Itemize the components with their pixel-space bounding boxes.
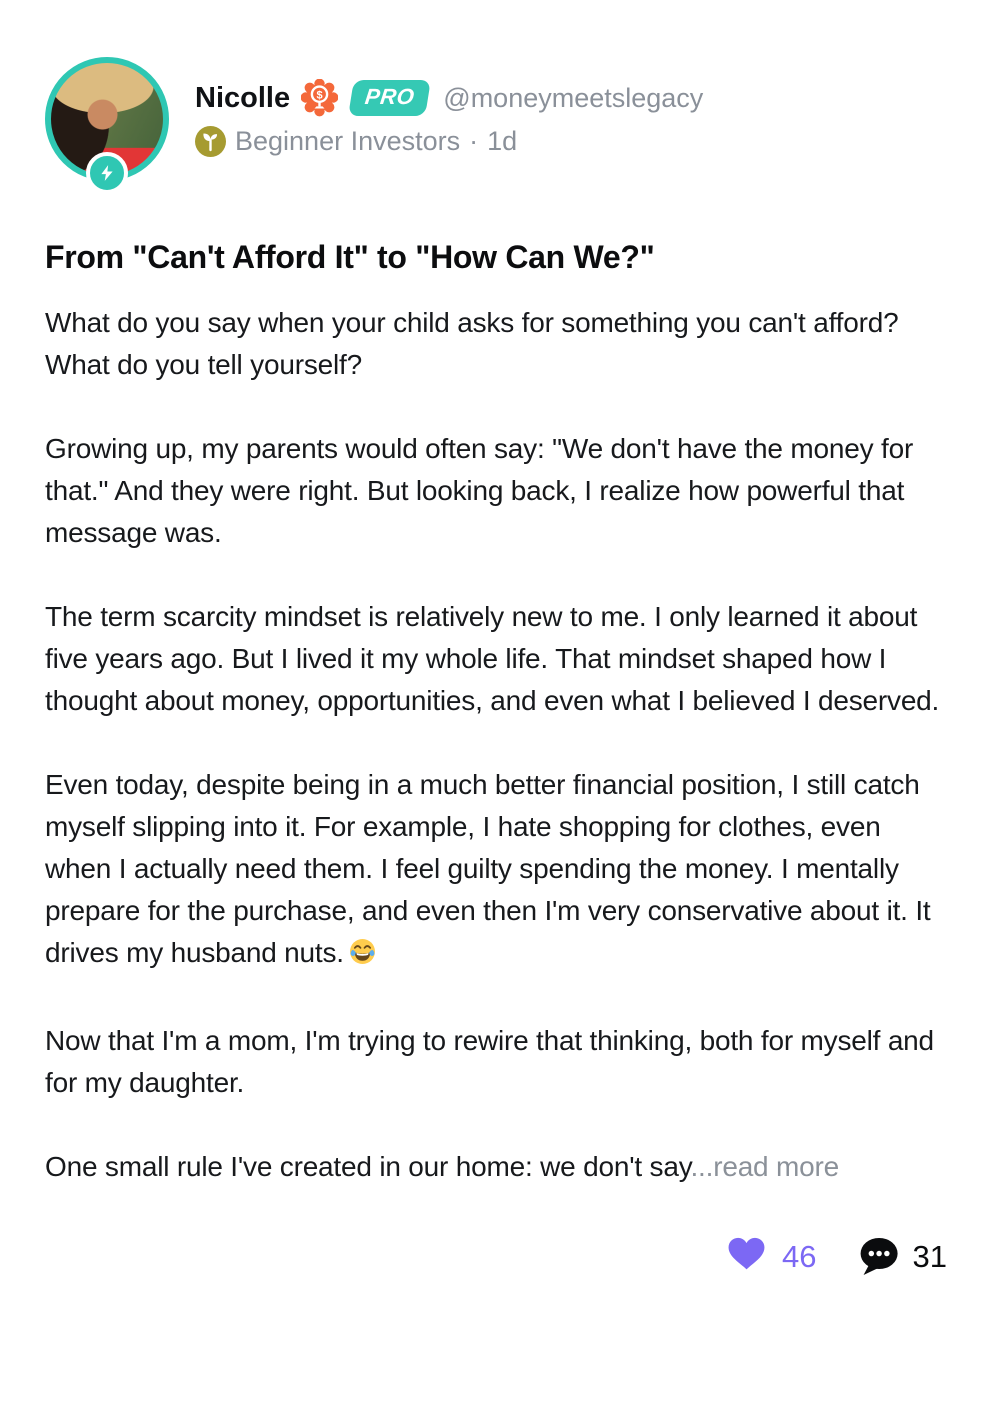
community-name[interactable]: Beginner Investors: [235, 126, 461, 156]
post-paragraph: Now that I'm a mom, I'm trying to rewire that thinking, both for myself and for my daughter.: [45, 1025, 934, 1098]
heart-icon: [724, 1236, 769, 1277]
joy-emoji: [348, 941, 377, 972]
post-footer: [45, 1230, 947, 1277]
author-name[interactable]: Nicolle: [195, 81, 291, 114]
post-paragraph: What do you say when your child asks for something you can't afford? What do you tell yourself?: [45, 307, 899, 380]
post-paragraph: One small rule I've created in our home: we don't say...read more: [45, 1151, 840, 1182]
comment-count: 31: [912, 1238, 947, 1274]
money-seal-icon: [301, 79, 338, 117]
lightning-badge-icon: [86, 152, 128, 194]
post-title: From "Can't Afford It" to "How Can We?": [45, 239, 655, 275]
post-paragraph: The term scarcity mindset is relatively new to me. I only learned it about five years ago. But I lived it my whole life. That mindset shaped how I thought about money, opportunities, and even what I believed I deserved.: [45, 601, 940, 716]
post-paragraph: Even today, despite being in a much better financial position, I still catch myself slipping into it. For example, I hate shopping for clothes, even when I actually need them. I feel guilty spending the money. I mentally prepare for the purchase, and even then I'm very conservative about it. It drives my husband nuts.: [45, 764, 947, 978]
post-paragraph: Growing up, my parents would often say: "We don't have the money for that." And they were right. But looking back, I realize how powerful that message was.: [45, 433, 914, 548]
post-header: [45, 57, 947, 199]
header-info: [195, 57, 703, 157]
meta-row: [195, 126, 703, 157]
post-body: [45, 302, 947, 1188]
svg-text:$: $: [316, 89, 323, 102]
avatar[interactable]: [45, 57, 169, 181]
name-row: [195, 79, 703, 117]
like-count: 46: [782, 1238, 817, 1274]
read-more-link[interactable]: ...read more: [690, 1151, 840, 1182]
comment-icon: [857, 1236, 900, 1277]
author-handle[interactable]: @moneymeetslegacy: [443, 82, 704, 113]
pro-badge: PRO: [348, 80, 431, 116]
comment-button[interactable]: [857, 1236, 947, 1277]
meta-separator: ·: [469, 126, 479, 156]
timestamp: 1d: [487, 126, 518, 156]
sprout-icon: [195, 126, 226, 157]
like-button[interactable]: [724, 1236, 816, 1277]
